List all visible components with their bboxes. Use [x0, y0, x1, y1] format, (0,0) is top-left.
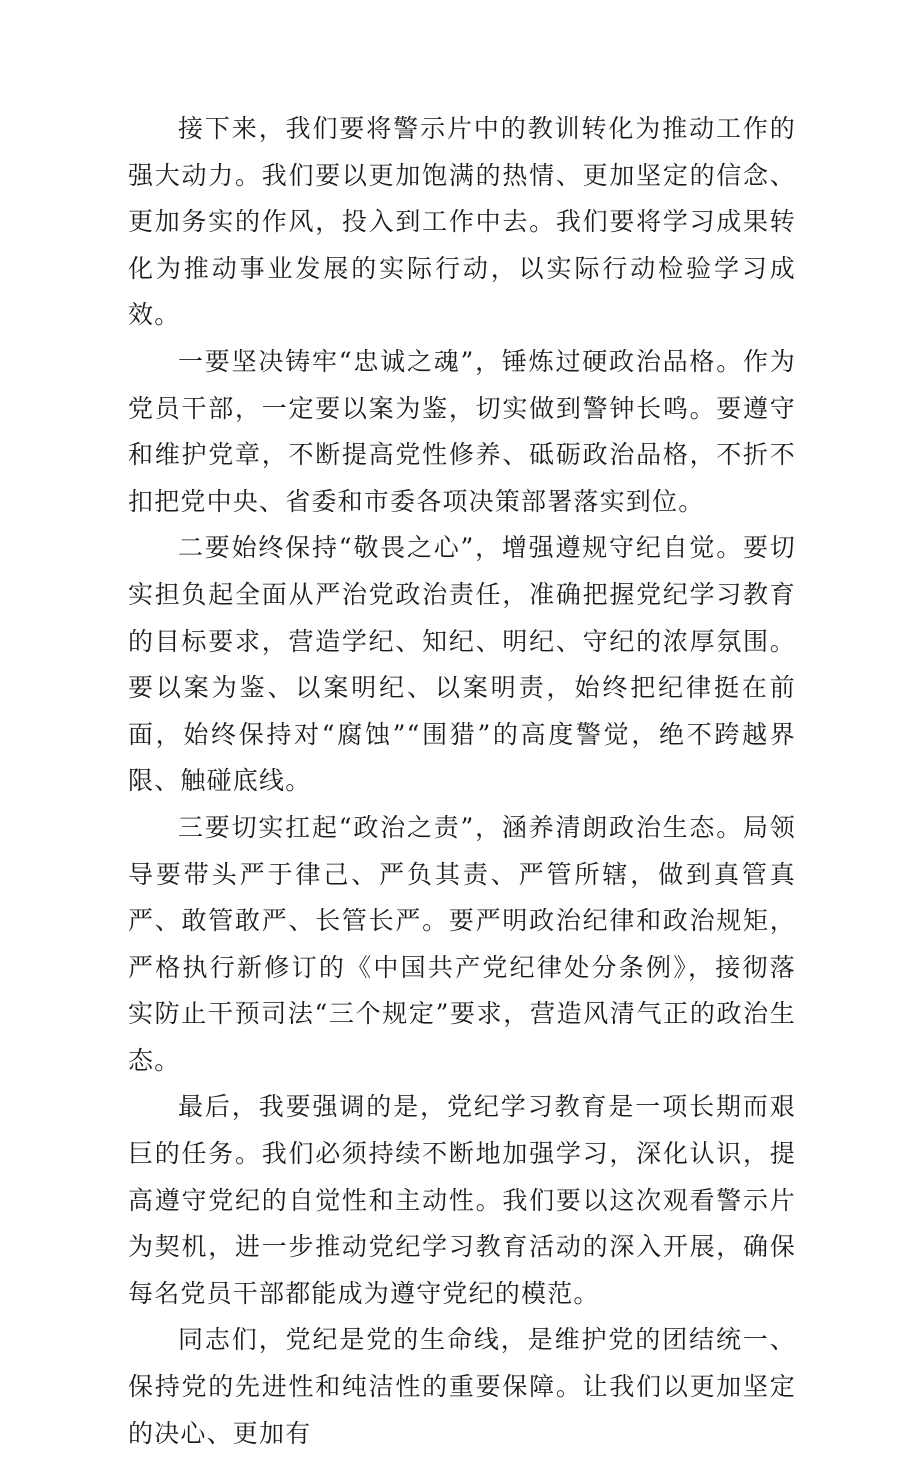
paragraph-lessons-into-action: 接下来，我们要将警示片中的教训转化为推动工作的强大动力。我们要以更加饱满的热情、更加坚定的信念、更加务实的作风，投入到工作中去。我们要将学习成果转化为推动事业发展的实际行动，以实际行动检验学习成效。: [128, 114, 796, 330]
paragraph-conclusion: 最后，我要强调的是，党纪学习教育是一项长期而艰巨的任务。我们必须持续不断地加强学习，深化认识，提高遵守党纪的自觉性和主动性。我们要以这次观看警示片为契机，进一步推动党纪学习教育活动的深入开展，确保每名党员干部都能成为遵守党纪的模范。: [128, 1092, 796, 1308]
paragraph-closing: 同志们，党纪是党的生命线，是维护党的团结统一、保持党的先进性和纯洁性的重要保障。让我们以更加坚定的决心、更加有: [128, 1325, 796, 1448]
paragraph-loyalty: 一要坚决铸牢“忠诚之魂”，锤炼过硬政治品格。作为党员干部，一定要以案为鉴，切实做到警钟长鸣。要遵守和维护党章，不断提高党性修养、砥砺政治品格，不折不扣把党中央、省委和市委各项决策部署落实到位。: [128, 346, 796, 516]
document-body: [128, 106, 796, 1457]
paragraph-reverence: 二要始终保持“敬畏之心”，增强遵规守纪自觉。要切实担负起全面从严治党政治责任，准确把握党纪学习教育的目标要求，营造学纪、知纪、明纪、守纪的浓厚氛围。要以案为鉴、以案明纪、以案明责，始终把纪律挺在前面，始终保持对“腐蚀”“围猎”的高度警觉，绝不跨越界限、触碰底线。: [128, 533, 796, 796]
paragraph-political-responsibility: 三要切实扛起“政治之责”，涵养清朗政治生态。局领导要带头严于律己、严负其责、严管所辖，做到真管真严、敢管敢严、长管长严。要严明政治纪律和政治规矩，严格执行新修订的《中国共产党纪律处分条例》，接彻落实防止干预司法“三个规定”要求，营造风清气正的政治生态。: [128, 812, 796, 1075]
